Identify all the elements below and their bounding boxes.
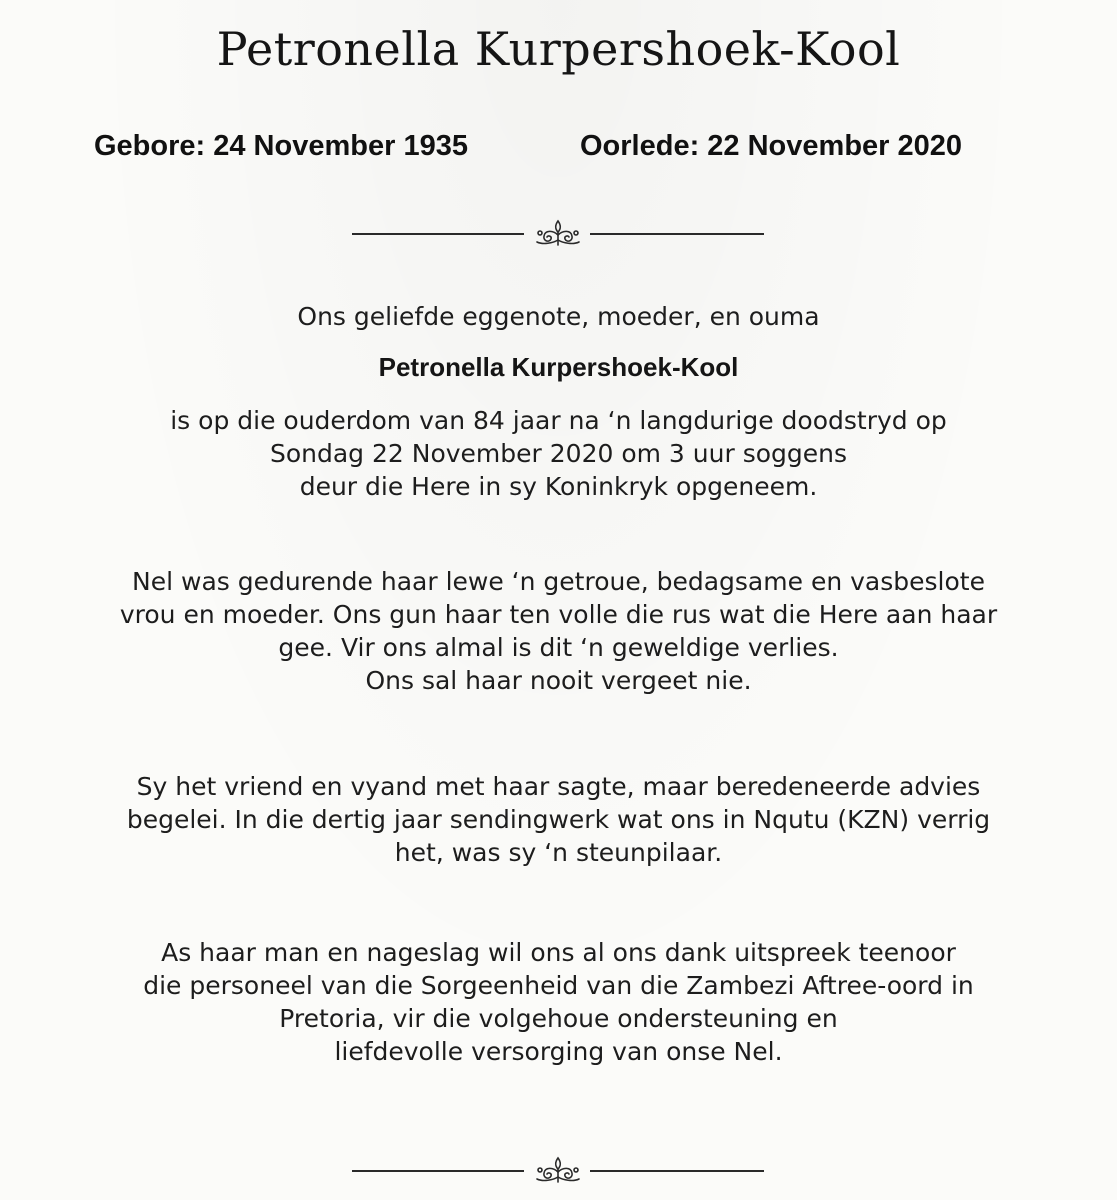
ornament-divider-top bbox=[352, 218, 764, 248]
divider-line-left bbox=[352, 1170, 524, 1172]
text-line: begelei. In die dertig jaar sendingwerk wat ons in Nqutu (KZN) verrig bbox=[126, 805, 991, 834]
text-line: Ons geliefde eggenote, moeder, en ouma bbox=[297, 302, 820, 331]
text-line: Sondag 22 November 2020 om 3 uur soggens bbox=[269, 439, 847, 468]
text-line: vrou en moeder. Ons gun haar ten volle die rus wat die Here aan haar bbox=[119, 600, 998, 629]
flourish-ornament-icon bbox=[529, 1155, 587, 1185]
text-line: As haar man en nageslag wil ons al ons dank uitspreek teenoor bbox=[161, 938, 956, 967]
text-line: Ons sal haar nooit vergeet nie. bbox=[365, 666, 752, 695]
flourish-ornament-icon bbox=[529, 218, 587, 248]
birth-date: Gebore: 24 November 1935 bbox=[94, 130, 468, 162]
divider-line-left bbox=[352, 233, 524, 235]
dates-row bbox=[0, 130, 1117, 170]
ornament-divider-bottom bbox=[352, 1155, 764, 1185]
text-line: deur die Here in sy Koninkryk opgeneem. bbox=[299, 472, 818, 501]
text-line: gee. Vir ons almal is dit ‘n geweldige verlies. bbox=[278, 633, 839, 662]
divider-line-right bbox=[590, 1170, 764, 1172]
paragraph-1 bbox=[0, 565, 1117, 697]
text-line: Sy het vriend en vyand met haar sagte, maar beredeneerde advies bbox=[136, 772, 981, 801]
page-title: Petronella Kurpershoek-Kool bbox=[216, 22, 901, 76]
deceased-name: Petronella Kurpershoek-Kool bbox=[378, 352, 739, 382]
text-line: liefdevolle versorging van onse Nel. bbox=[334, 1037, 783, 1066]
text-line: het, was sy ‘n steunpilaar. bbox=[394, 838, 723, 867]
text-line: Pretoria, vir die volgehoue ondersteuning en bbox=[279, 1004, 838, 1033]
intro-paragraph bbox=[0, 404, 1117, 503]
divider-line-right bbox=[590, 233, 764, 235]
paragraph-2 bbox=[0, 770, 1117, 869]
text-line: die personeel van die Sorgeenheid van die Zambezi Aftree-oord in bbox=[143, 971, 974, 1000]
text-line: Nel was gedurende haar lewe ‘n getroue, bedagsame en vasbeslote bbox=[132, 567, 985, 596]
paragraph-3 bbox=[0, 936, 1117, 1068]
death-date: Oorlede: 22 November 2020 bbox=[580, 130, 963, 162]
text-line: is op die ouderdom van 84 jaar na ‘n langdurige doodstryd op bbox=[170, 406, 947, 435]
intro-line bbox=[0, 300, 1117, 333]
